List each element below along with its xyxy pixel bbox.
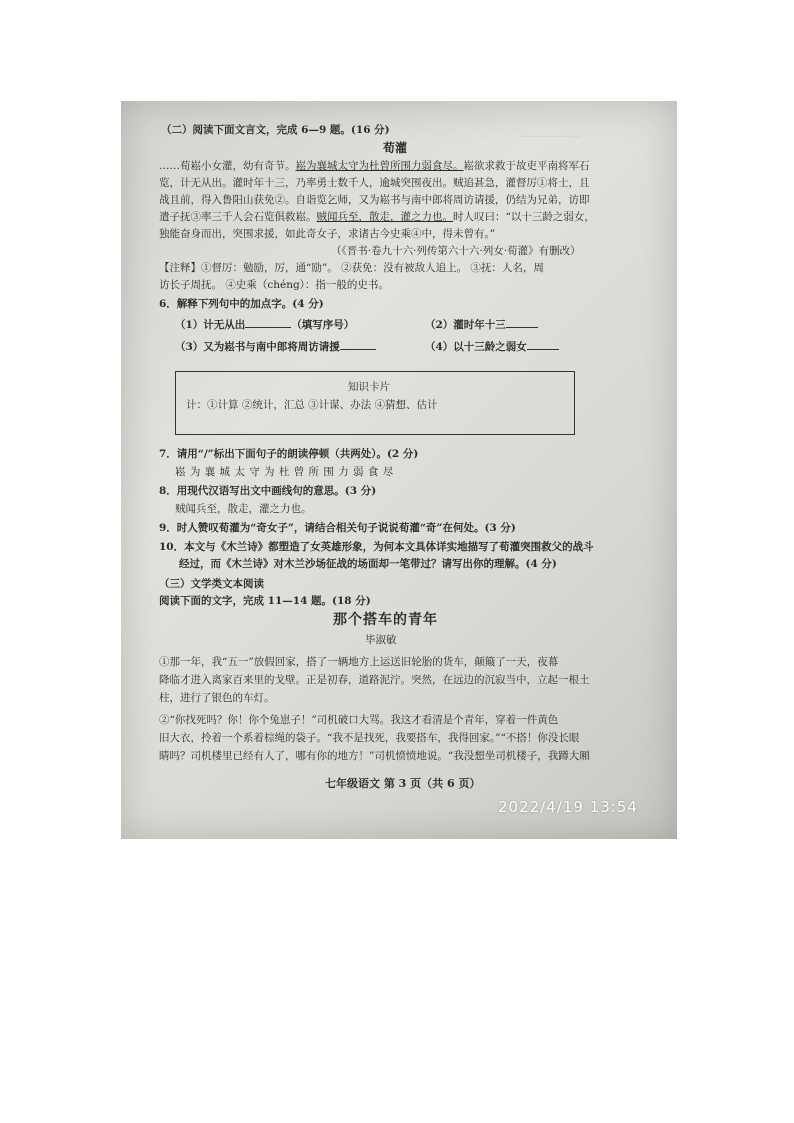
question-7: 7．请用“/”标出下面句子的朗读停顿（共两处）。(2 分) xyxy=(159,448,419,460)
source-citation: （《晋书·卷九十六·列传第六十六·列女·荀灌》有删改） xyxy=(331,245,581,257)
knowledge-card-title: 知识卡片 xyxy=(348,381,390,393)
passage-line-5: 独能奋身而出，突围求援，如此奇女子，求诸古今史乘④中，得未曾有。” xyxy=(159,228,496,240)
q6-item-1 xyxy=(175,317,354,332)
q8-sentence: 贼闻兵至，散走，灌之力也。 xyxy=(175,503,312,515)
q6-item-1-text: （1）计无从出 xyxy=(175,319,246,331)
passage-text: 遣子抚③率三千人会石览俱救崧。 xyxy=(159,211,317,223)
section-3-header: （三）文学类文本阅读 xyxy=(159,578,264,590)
document-photo xyxy=(121,101,677,839)
author: 毕淑敏 xyxy=(365,634,397,646)
underlined-sentence-2: 贼闻兵至，散走，灌之力也。 xyxy=(316,211,453,223)
q6-item-2 xyxy=(425,317,538,332)
passage-line-3: 战且前，得入鲁阳山获免②。自诣览乞师，又为崧书与南中郎将周访请援，仍结为兄弟，访即 xyxy=(159,194,590,206)
paragraph-2-line-1: ②“你找死吗？你！你个兔崽子！”司机破口大骂。我这才看清是个青年，穿着一件黄色 xyxy=(159,714,559,726)
bleed-through-text: —————— xyxy=(521,131,581,142)
q7-sentence: 崧 为 襄 城 太 守 为 杜 曾 所 围 力 弱 食 尽 xyxy=(175,466,394,478)
passage-text: 时人叹曰：“以十三龄之弱女， xyxy=(453,211,595,223)
section-3-instruction: 阅读下面的文字，完成 11—14 题。(18 分) xyxy=(159,595,371,607)
story-2-title: 那个搭车的青年 xyxy=(333,612,438,628)
answer-blank[interactable] xyxy=(506,317,538,328)
question-9: 9．时人赞叹荀灌为“奇女子”，请结合相关句子说说荀灌“奇”在何处。(3 分) xyxy=(159,522,516,534)
photo-timestamp: 2022/4/19 13:54 xyxy=(498,798,638,816)
story-title: 荀灌 xyxy=(383,141,408,155)
answer-blank[interactable] xyxy=(340,339,376,350)
q6-item-2-text: （2）灌时年十三 xyxy=(425,319,506,331)
paragraph-1-line-2: 降临才进入离家百来里的戈壁。正是初春，道路泥泞。突然，在远边的沉寂当中，立起一根土 xyxy=(159,674,590,686)
q6-item-3 xyxy=(175,339,376,354)
exam-page xyxy=(135,115,665,835)
section-2-header: （二）阅读下面文言文，完成 6—9 题。(16 分) xyxy=(161,124,390,136)
underlined-sentence-1: 崧为襄城太守为杜曾所围力弱食尽。 xyxy=(295,160,464,172)
knowledge-card xyxy=(175,371,575,435)
note-line-1: 【注释】①督厉：勉励，厉，通“励”。 ②获免：没有被敌人追上。 ③抚：人名，周 xyxy=(159,262,544,274)
note-line-2: 访长子周抚。 ④史乘（chéng）：指一般的史书。 xyxy=(159,279,389,291)
answer-blank[interactable] xyxy=(527,339,559,350)
answer-blank[interactable] xyxy=(245,317,291,328)
paragraph-2-line-2: 旧大衣，拎着一个系着棕绳的袋子。“我不是找死，我要搭车，我得回家。”“不搭！你没长眼 xyxy=(159,732,580,744)
question-8: 8．用现代汉语写出文中画线句的意思。(3 分) xyxy=(159,485,377,497)
passage-line-1 xyxy=(159,159,590,173)
page-footer: 七年级语文 第 3 页（共 6 页） xyxy=(325,777,481,790)
knowledge-card-content: 计：①计算 ②统计，汇总 ③计谋、办法 ④猜想、估计 xyxy=(186,399,438,411)
passage-text: ……荀崧小女灌，幼有奇节。 xyxy=(159,160,296,172)
passage-line-4 xyxy=(159,210,595,224)
question-10-line-1: 10．本文与《木兰诗》都塑造了女英雄形象，为何本文具体详实地描写了荀灌突围救父的战斗 xyxy=(159,541,594,553)
passage-line-2: 览，计无从出。灌时年十三，乃率勇士数千人，逾城突围夜出。贼追甚急，灌督厉①将士，且 xyxy=(159,177,590,189)
question-6: 6．解释下列句中的加点字。(4 分) xyxy=(159,298,324,310)
q6-item-3-text: （3）又为崧书与南中郎将周访请援 xyxy=(175,341,340,353)
q6-item-4 xyxy=(425,339,559,354)
paragraph-2-line-3: 睛吗？司机楼里已经有人了，哪有你的地方！”司机愤愤地说。“我没想坐司机楼子，我蹲大厢 xyxy=(159,750,590,762)
passage-text: 崧欲求救于故吏平南将军石 xyxy=(463,160,590,172)
q6-item-1-hint: （填写序号） xyxy=(291,319,355,331)
q6-item-4-text: （4）以十三龄之弱女 xyxy=(425,341,527,353)
paragraph-1-line-1: ①那一年，我“五一”放假回家，搭了一辆地方上运送旧轮胎的货车，颠簸了一天，夜幕 xyxy=(159,656,559,668)
question-10-line-2: 经过，而《木兰诗》对木兰沙场征战的场面却一笔带过？请写出你的理解。(4 分) xyxy=(179,558,557,570)
paragraph-1-line-3: 柱，进行了银色的车灯。 xyxy=(159,692,275,704)
